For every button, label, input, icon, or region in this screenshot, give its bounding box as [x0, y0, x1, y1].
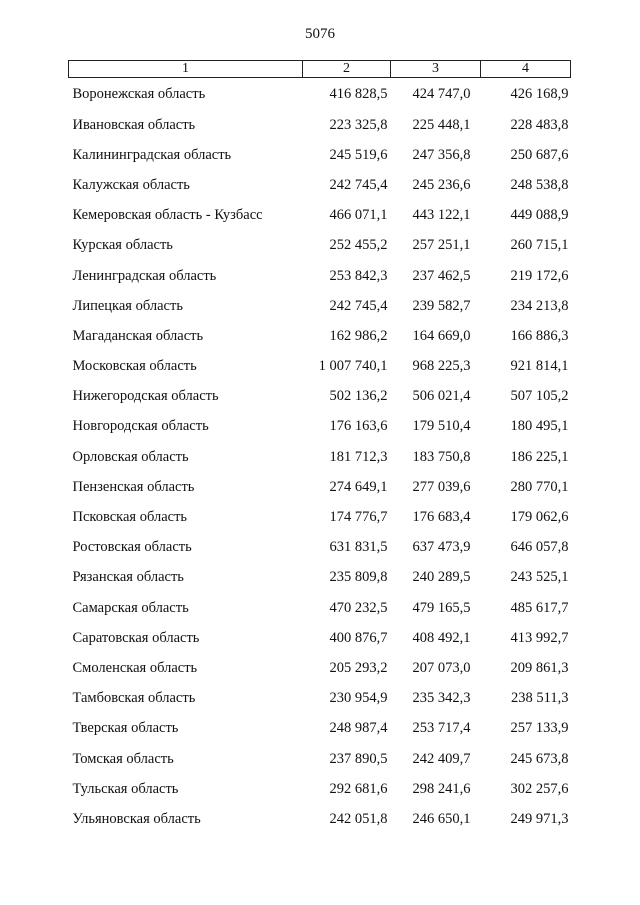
region-name-cell: Кемеровская область - Кузбасс	[72, 207, 263, 224]
value-col-4-cell: 243 525,1	[510, 569, 569, 586]
value-col-4-cell: 413 992,7	[510, 629, 569, 646]
region-name-cell: Ивановская область	[72, 116, 196, 133]
table-row	[69, 472, 571, 502]
value-col-4-cell: 250 687,6	[510, 146, 569, 163]
data-table	[68, 60, 571, 835]
value-col-4-cell: 180 495,1	[510, 418, 569, 435]
value-col-4-cell: 426 168,9	[510, 85, 569, 102]
region-name-cell: Воронежская область	[72, 85, 206, 102]
column-header-1: 1	[69, 61, 303, 78]
column-header-2: 2	[303, 61, 391, 78]
region-name-cell: Новгородская область	[72, 418, 209, 435]
value-col-3-cell: 225 448,1	[412, 116, 471, 133]
table-row	[69, 502, 571, 532]
value-col-2-cell: 631 831,5	[329, 539, 388, 556]
value-col-3-cell: 183 750,8	[412, 448, 471, 465]
column-header-4: 4	[481, 61, 571, 78]
value-col-2-cell: 230 954,9	[329, 690, 388, 707]
data-table-container	[68, 60, 570, 835]
table-row	[69, 623, 571, 653]
value-col-3-cell: 408 492,1	[412, 629, 471, 646]
region-name-cell: Курская область	[72, 237, 173, 254]
header-row	[69, 61, 571, 78]
table-row	[69, 714, 571, 744]
value-col-2-cell: 248 987,4	[329, 720, 388, 737]
region-name-cell: Ленинградская область	[72, 267, 217, 284]
value-col-3-cell: 253 717,4	[412, 720, 471, 737]
table-row	[69, 774, 571, 804]
value-col-2-cell: 466 071,1	[329, 207, 388, 224]
value-col-4-cell: 209 861,3	[510, 659, 569, 676]
value-col-3-cell: 257 251,1	[412, 237, 471, 254]
value-col-2-cell: 237 890,5	[329, 750, 388, 767]
value-col-2-cell: 242 051,8	[329, 810, 388, 827]
value-col-4-cell: 507 105,2	[510, 388, 569, 405]
value-col-2-cell: 176 163,6	[329, 418, 388, 435]
table-row	[69, 110, 571, 140]
value-col-2-cell: 205 293,2	[329, 659, 388, 676]
table-row	[69, 291, 571, 321]
value-col-3-cell: 277 039,6	[412, 478, 471, 495]
value-col-2-cell: 174 776,7	[329, 509, 388, 526]
value-col-2-cell: 274 649,1	[329, 478, 388, 495]
table-row	[69, 170, 571, 200]
region-name-cell: Самарская область	[72, 599, 189, 616]
value-col-2-cell: 242 745,4	[329, 176, 388, 193]
table-row	[69, 78, 571, 111]
value-col-3-cell: 245 236,6	[412, 176, 471, 193]
table-row	[69, 140, 571, 170]
table-row	[69, 231, 571, 261]
table-body	[69, 78, 571, 835]
value-col-4-cell: 228 483,8	[510, 116, 569, 133]
value-col-4-cell: 238 511,3	[511, 690, 569, 707]
table-row	[69, 653, 571, 683]
value-col-3-cell: 242 409,7	[412, 750, 471, 767]
region-name-cell: Томская область	[72, 750, 174, 767]
value-col-2-cell: 235 809,8	[329, 569, 388, 586]
table-row	[69, 321, 571, 351]
value-col-4-cell: 248 538,8	[510, 176, 569, 193]
value-col-4-cell: 646 057,8	[510, 539, 569, 556]
region-name-cell: Нижегородская область	[72, 388, 219, 405]
value-col-4-cell: 485 617,7	[510, 599, 569, 616]
region-name-cell: Пензенская область	[72, 478, 195, 495]
value-col-3-cell: 246 650,1	[412, 810, 471, 827]
value-col-3-cell: 237 462,5	[412, 267, 471, 284]
value-col-2-cell: 223 325,8	[329, 116, 388, 133]
value-col-3-cell: 506 021,4	[412, 388, 471, 405]
region-name-cell: Саратовская область	[72, 629, 200, 646]
value-col-2-cell: 245 519,6	[329, 146, 388, 163]
table-row	[69, 261, 571, 291]
value-col-2-cell: 253 842,3	[329, 267, 388, 284]
region-name-cell: Ростовская область	[72, 539, 192, 556]
value-col-4-cell: 245 673,8	[510, 750, 569, 767]
value-col-2-cell: 502 136,2	[329, 388, 388, 405]
region-name-cell: Рязанская область	[72, 569, 184, 586]
value-col-3-cell: 637 473,9	[412, 539, 471, 556]
page-number: 5076	[305, 26, 335, 42]
value-col-4-cell: 249 971,3	[510, 810, 569, 827]
value-col-4-cell: 219 172,6	[510, 267, 569, 284]
table-header	[69, 61, 571, 78]
value-col-2-cell: 252 455,2	[329, 237, 388, 254]
value-col-4-cell: 234 213,8	[510, 297, 569, 314]
value-col-3-cell: 235 342,3	[412, 690, 471, 707]
value-col-2-cell: 242 745,4	[329, 297, 388, 314]
value-col-3-cell: 176 683,4	[412, 509, 471, 526]
region-name-cell: Липецкая область	[72, 297, 183, 314]
value-col-3-cell: 247 356,8	[412, 146, 471, 163]
region-name-cell: Орловская область	[72, 448, 189, 465]
value-col-2-cell: 292 681,6	[329, 780, 388, 797]
region-name-cell: Калужская область	[72, 176, 190, 193]
table-row	[69, 804, 571, 834]
region-name-cell: Смоленская область	[72, 659, 198, 676]
value-col-4-cell: 921 814,1	[510, 358, 569, 375]
region-name-cell: Калининградская область	[72, 146, 232, 163]
value-col-4-cell: 257 133,9	[510, 720, 569, 737]
table-row	[69, 684, 571, 714]
value-col-2-cell: 1 007 740,1	[318, 358, 388, 375]
table-row	[69, 744, 571, 774]
table-row	[69, 533, 571, 563]
table-row	[69, 352, 571, 382]
region-name-cell: Магаданская область	[72, 327, 204, 344]
table-row	[69, 593, 571, 623]
region-name-cell: Тульская область	[72, 780, 179, 797]
value-col-2-cell: 400 876,7	[329, 629, 388, 646]
value-col-3-cell: 240 289,5	[412, 569, 471, 586]
value-col-4-cell: 186 225,1	[510, 448, 569, 465]
value-col-3-cell: 968 225,3	[412, 358, 471, 375]
value-col-2-cell: 181 712,3	[329, 448, 388, 465]
value-col-3-cell: 424 747,0	[412, 85, 471, 102]
value-col-3-cell: 479 165,5	[412, 599, 471, 616]
value-col-2-cell: 416 828,5	[329, 85, 388, 102]
value-col-3-cell: 164 669,0	[412, 327, 471, 344]
table-row	[69, 442, 571, 472]
value-col-3-cell: 443 122,1	[412, 207, 471, 224]
table-row	[69, 412, 571, 442]
region-name-cell: Ульяновская область	[72, 810, 201, 827]
table-row	[69, 382, 571, 412]
region-name-cell: Тамбовская область	[72, 690, 196, 707]
value-col-4-cell: 179 062,6	[510, 509, 569, 526]
value-col-3-cell: 298 241,6	[412, 780, 471, 797]
region-name-cell: Тверская область	[72, 720, 179, 737]
region-name-cell: Псковская область	[72, 509, 188, 526]
region-name-cell: Московская область	[72, 358, 197, 375]
value-col-4-cell: 449 088,9	[510, 207, 569, 224]
value-col-2-cell: 162 986,2	[329, 327, 388, 344]
column-header-3: 3	[391, 61, 481, 78]
value-col-4-cell: 302 257,6	[510, 780, 569, 797]
value-col-3-cell: 239 582,7	[412, 297, 471, 314]
table-row	[69, 563, 571, 593]
value-col-4-cell: 166 886,3	[510, 327, 569, 344]
value-col-3-cell: 179 510,4	[412, 418, 471, 435]
value-col-4-cell: 260 715,1	[510, 237, 569, 254]
value-col-2-cell: 470 232,5	[329, 599, 388, 616]
table-row	[69, 201, 571, 231]
value-col-3-cell: 207 073,0	[412, 659, 471, 676]
value-col-4-cell: 280 770,1	[510, 478, 569, 495]
